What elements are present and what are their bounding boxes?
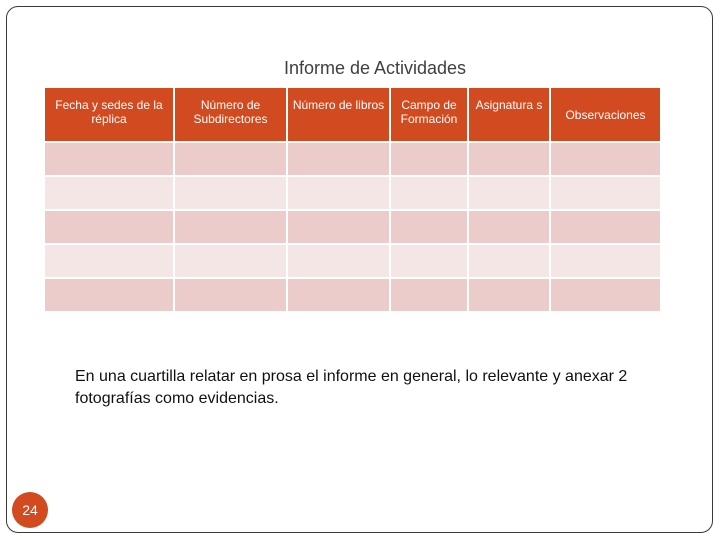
table-cell[interactable]: [287, 210, 390, 244]
table-cell[interactable]: [174, 244, 287, 278]
table-cell[interactable]: [550, 244, 661, 278]
header-observaciones: Observaciones: [550, 87, 661, 142]
table-cell[interactable]: [44, 244, 174, 278]
table-cell[interactable]: [550, 142, 661, 176]
table-cell[interactable]: [174, 176, 287, 210]
table-row: [44, 244, 661, 278]
table-cell[interactable]: [287, 244, 390, 278]
table-cell[interactable]: [468, 142, 550, 176]
table-cell[interactable]: [550, 278, 661, 312]
table-cell[interactable]: [287, 176, 390, 210]
table-cell[interactable]: [44, 278, 174, 312]
table-cell[interactable]: [550, 176, 661, 210]
table-cell[interactable]: [390, 278, 468, 312]
table-row: [44, 176, 661, 210]
header-fecha-sedes: Fecha y sedes de la réplica: [44, 87, 174, 142]
page-number-badge: 24: [12, 492, 48, 528]
table-cell[interactable]: [44, 142, 174, 176]
table-row: [44, 278, 661, 312]
table-cell[interactable]: [174, 142, 287, 176]
table-cell[interactable]: [174, 210, 287, 244]
table-cell[interactable]: [468, 244, 550, 278]
activities-table: [43, 86, 662, 313]
table-cell[interactable]: [550, 210, 661, 244]
header-campo-formacion: Campo de Formación: [390, 87, 468, 142]
header-numero-subdirectores: Número de Subdirectores: [174, 87, 287, 142]
slide-title: Informe de Actividades: [283, 58, 467, 78]
table-cell[interactable]: [287, 278, 390, 312]
table-cell[interactable]: [390, 142, 468, 176]
table-header-row: [44, 87, 661, 142]
table-row: [44, 210, 661, 244]
table-cell[interactable]: [44, 176, 174, 210]
table-row: [44, 142, 661, 176]
table-cell[interactable]: [468, 278, 550, 312]
table-cell[interactable]: [468, 176, 550, 210]
table-cell[interactable]: [390, 210, 468, 244]
header-numero-libros: Número de libros: [287, 87, 390, 142]
header-asignaturas: Asignatura s: [468, 87, 550, 142]
table-cell[interactable]: [468, 210, 550, 244]
table-cell[interactable]: [174, 278, 287, 312]
table-cell[interactable]: [390, 244, 468, 278]
instructions-text: En una cuartilla relatar en prosa el informe en general, lo relevante y anexar 2 fotografías como evidencias.: [75, 368, 628, 407]
table-cell[interactable]: [44, 210, 174, 244]
table-cell[interactable]: [287, 142, 390, 176]
table-cell[interactable]: [390, 176, 468, 210]
